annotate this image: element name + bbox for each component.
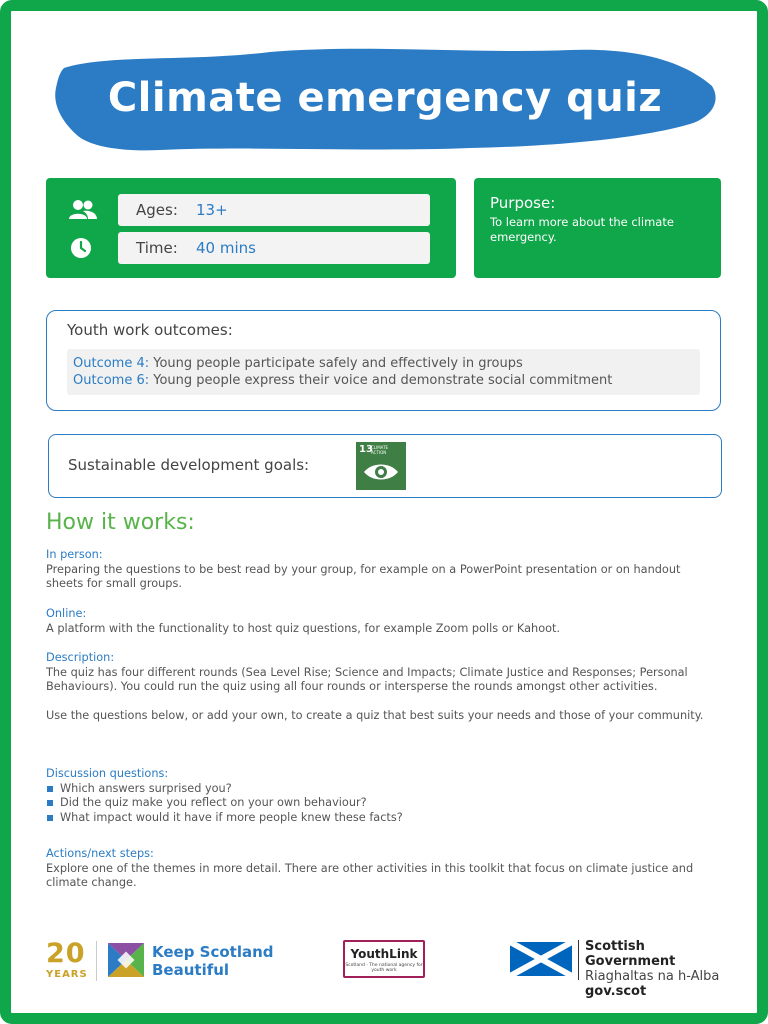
page-title: Climate emergency quiz [107,75,663,121]
outcomes-title: Youth work outcomes: [67,321,233,339]
youth-work-outcomes-box [46,310,721,411]
online-section [46,607,716,636]
ksb-line2: Beautiful [152,961,230,979]
ksb-name [152,943,274,979]
scottish-government-logo [585,939,726,999]
purpose-text: To learn more about the climate emergency. [490,215,674,244]
actions-heading: Actions/next steps: [46,847,154,860]
sdg-icon-text: CLIMATE ACTION [371,445,389,455]
online-heading: Online: [46,607,87,620]
ages-pill [118,194,430,226]
online-body: A platform with the functionality to host quiz questions, for example Zoom polls or Kahoot. [46,621,561,635]
keep-scotland-beautiful-icon [106,941,146,979]
sdg-box [48,434,722,498]
ksb-years: YEARS [46,969,88,980]
youthlink-name: YouthLink [350,947,418,961]
outcome-text: Young people express their voice and demonstrate social commitment [149,373,613,388]
in-person-section [46,548,716,592]
info-box [46,178,456,278]
in-person-heading: In person: [46,548,103,561]
discussion-heading: Discussion questions: [46,767,169,780]
outcome-item [73,372,694,389]
sdg-label: Sustainable development goals: [68,456,310,474]
footer-logos [46,936,726,999]
divider [96,941,97,981]
people-icon [68,198,98,222]
clock-icon [68,236,98,260]
sdg-number: 13 [359,444,373,455]
youthlink-logo [343,940,425,978]
description-body-2: Use the questions below, or add your own, to create a quiz that best suits your needs and those of your community. [46,708,704,722]
list-item: What impact would it have if more people knew these facts? [46,811,716,826]
how-it-works-heading: How it works: [46,510,195,535]
outcome-item [73,355,694,372]
purpose-box [474,178,721,278]
purpose-title: Purpose: [490,194,556,212]
ages-value: 13+ [196,201,228,219]
actions-body: Explore one of the themes in more detail. There are other activities in this toolkit that focus on climate justice and climate change. [46,861,694,889]
eye-globe-icon [356,442,406,490]
title-banner [50,40,720,158]
outcome-text: Young people participate safely and effectively in groups [149,356,523,371]
ages-label: Ages: [136,201,178,219]
time-value: 40 mins [196,239,256,257]
in-person-body: Preparing the questions to be best read by your group, for example on a PowerPoint presentation or on handout sheets for small groups. [46,562,681,590]
outcome-label: Outcome 4: [73,356,150,371]
list-item: Did the quiz make you reflect on your own behaviour? [46,796,716,811]
description-section [46,651,716,723]
list-item: Which answers surprised you? [46,782,716,797]
ksb-line1: Keep Scotland [152,943,274,961]
ages-row [46,194,456,226]
ksb-20-years-logo [46,940,88,980]
discussion-section [46,767,716,825]
description-heading: Description: [46,651,115,664]
outcomes-list [67,349,700,395]
description-body: The quiz has four different rounds (Sea Level Rise; Science and Impacts; Climate Justice and Responses; Personal Behaviours). You could run the quiz using all four rounds or intersperse the rounds amongst other activities. [46,665,688,693]
sg-line3: gov.scot [585,984,647,999]
actions-section [46,847,716,891]
sg-line1: Scottish Government [585,939,676,969]
time-label: Time: [136,239,178,257]
outcome-label: Outcome 6: [73,373,150,388]
ksb-20: 20 [46,938,86,969]
youthlink-tagline: Scotland · The national agency for youth work [345,963,423,973]
saltire-flag-icon [510,942,572,976]
time-pill [118,232,430,264]
sdg-13-climate-action-icon [356,442,406,490]
sg-line2: Riaghaltas na h-Alba [585,969,720,984]
discussion-list [46,782,716,826]
divider [578,940,579,980]
time-row [46,232,456,264]
